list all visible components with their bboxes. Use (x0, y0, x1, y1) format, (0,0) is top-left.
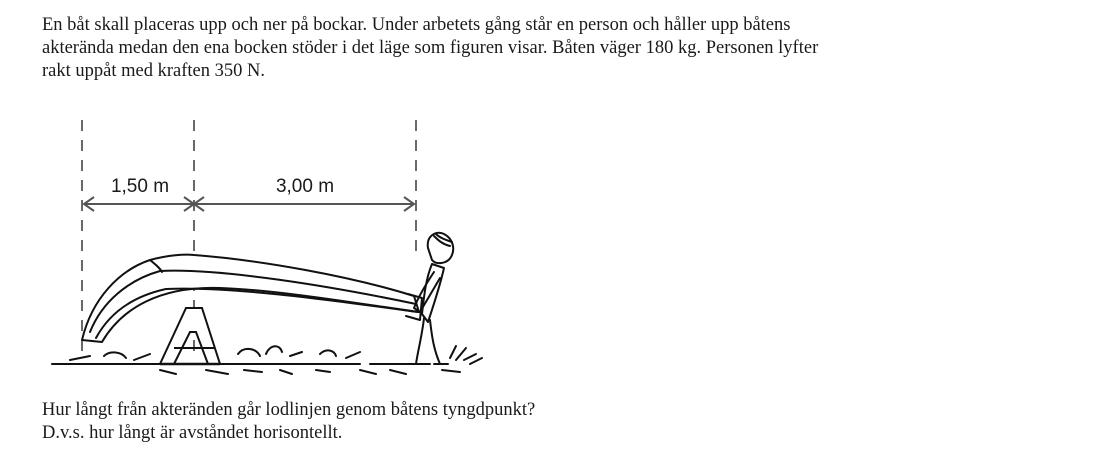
dimension-label-left: 1,50 m (110, 176, 170, 197)
dimension-label-right: 3,00 m (275, 176, 335, 197)
person-legs (416, 318, 440, 364)
problem-line: akterända medan den ena bocken stöder i det läge som figuren visar. Båten väger 180 kg. Personen lyfter (42, 38, 819, 58)
problem-statement (42, 14, 1082, 83)
question-line: Hur långt från akteränden går lodlinjen genom båtens tyngdpunkt? (42, 400, 536, 420)
question-text (42, 399, 1082, 445)
problem-line: En båt skall placeras upp och ner på bockar. Under arbetets gång står en person och håller upp båtens (42, 15, 791, 35)
boat-figure (30, 108, 510, 393)
reference-lines (82, 120, 416, 358)
boat-hull (82, 255, 422, 342)
trestle (160, 308, 220, 364)
question-line: D.v.s. hur långt är avståndet horisontellt. (42, 423, 343, 443)
person-figure (410, 233, 453, 364)
problem-line: rakt uppåt med kraften 350 N. (42, 61, 265, 81)
dimension-line (84, 197, 414, 211)
